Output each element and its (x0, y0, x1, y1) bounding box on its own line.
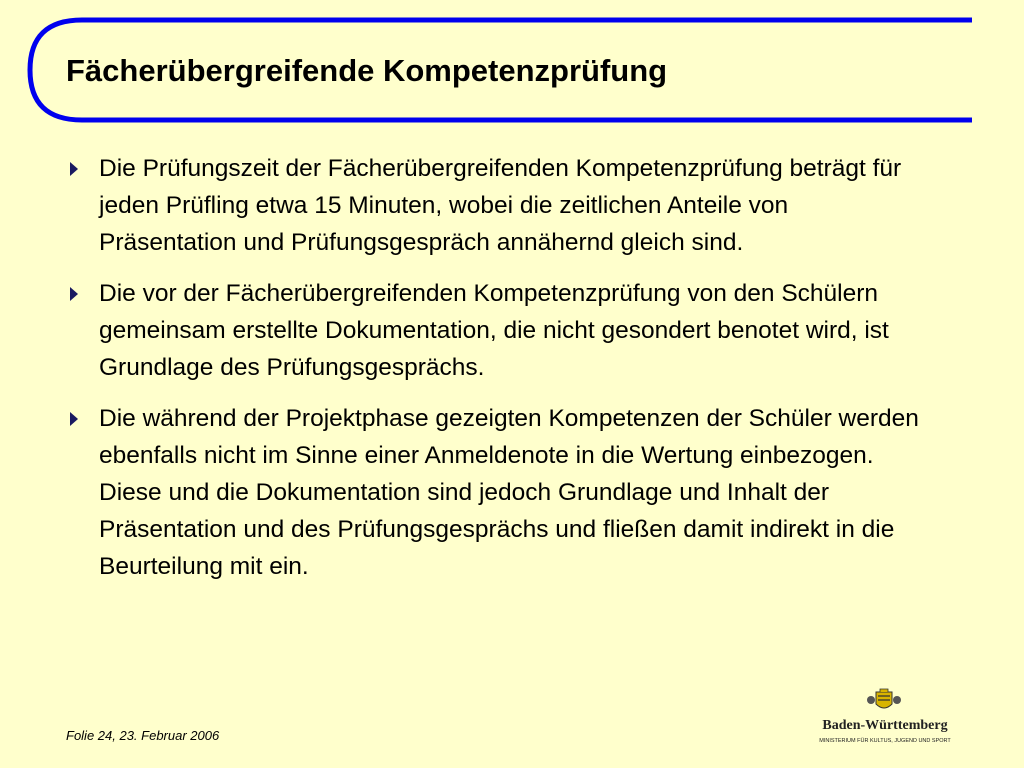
bullet-item (70, 400, 930, 585)
bullet-item (70, 150, 930, 261)
triangle-right-icon (70, 287, 78, 301)
bullet-text: Die während der Projektphase gezeigten Kompetenzen der Schüler werden ebenfalls nicht im Sinne einer Anmeldenote in die Wertung einbezogen. Diese und die Dokumentation sind jedoch Grundlage und Inhalt der Präsentation und des Prüfungsgesprächs und fließen damit indirekt in die Beurteilung mit ein. (99, 405, 919, 580)
slide-title: Fächerübergreifende Kompetenzprüfung (66, 53, 668, 88)
logo-name: Baden-Württemberg (822, 718, 948, 733)
bullet-list (70, 150, 930, 599)
bullet-text: Die Prüfungszeit der Fächerübergreifenden Kompetenzprüfung beträgt für jeden Prüfling etwa 15 Minuten, wobei die zeitlichen Anteile von Präsentation und Prüfungsgespräch annähernd gleich sind. (99, 155, 902, 256)
triangle-right-icon (70, 412, 78, 426)
triangle-right-icon (70, 162, 78, 176)
coat-of-arms-icon (866, 688, 902, 714)
bullet-text: Die vor der Fächerübergreifenden Kompetenzprüfung von den Schülern gemeinsam erstellte Dokumentation, die nicht gesondert benotet wird, ist Grundlage des Prüfungsgesprächs. (99, 280, 889, 381)
slide-footer: Folie 24, 23. Februar 2006 (66, 728, 220, 743)
logo-ministry: MINISTERIUM FÜR KULTUS, JUGEND UND SPORT (819, 738, 951, 744)
ministry-logo (810, 688, 960, 758)
bullet-item (70, 275, 930, 386)
